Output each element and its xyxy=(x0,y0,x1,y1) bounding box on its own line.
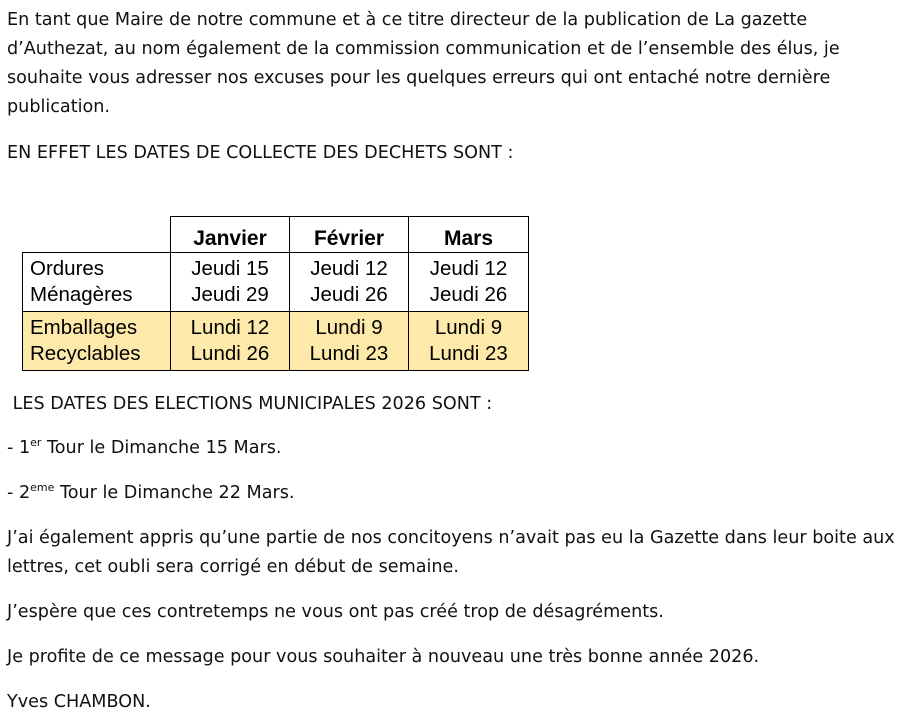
cell-date: Jeudi 26 xyxy=(429,283,508,306)
cell-date: Jeudi 15 xyxy=(191,257,269,280)
table-row xyxy=(23,253,529,312)
waste-collection-table xyxy=(22,216,529,371)
row-label-line: Recyclables xyxy=(30,342,141,365)
elections-heading: LES DATES DES ELECTIONS MUNICIPALES 2026 SONT : xyxy=(7,394,493,414)
table-cell xyxy=(409,253,529,312)
cell-date: Lundi 9 xyxy=(315,316,383,339)
cell-date: Jeudi 29 xyxy=(191,283,269,306)
round-2-sup: eme xyxy=(30,481,55,494)
table-cell xyxy=(409,312,529,371)
round-1-prefix: - 1 xyxy=(7,438,31,458)
round-2-line xyxy=(7,479,902,508)
table-corner-cell xyxy=(23,217,171,253)
table-header-row xyxy=(23,217,529,253)
table-row xyxy=(23,312,529,371)
cell-date: Lundi 9 xyxy=(434,316,503,339)
cell-date: Lundi 26 xyxy=(190,342,270,365)
round-1-text: Tour le Dimanche 15 Mars. xyxy=(41,438,282,458)
intro-paragraph: En tant que Maire de notre commune et à ce titre directeur de la publication de La gazette d’Authezat, au nom également de la commission communication et de l’ensemble des élus, je souhaite vous adresser nos excuses pour les quelques erreurs qui ont entaché notre dernière publication. xyxy=(7,10,840,117)
round-2-prefix: - 2 xyxy=(7,483,31,503)
row-label-line: Ménagères xyxy=(30,283,133,306)
round-1-line xyxy=(7,434,902,463)
cell-date: Lundi 12 xyxy=(190,316,270,339)
header-month: Janvier xyxy=(171,217,290,253)
table-cell xyxy=(171,312,290,371)
table-cell xyxy=(290,312,409,371)
cell-date: Lundi 23 xyxy=(429,342,508,365)
round-2-text: Tour le Dimanche 22 Mars. xyxy=(54,483,295,503)
row-label-line: Ordures xyxy=(30,257,105,280)
header-month: Février xyxy=(290,217,409,253)
header-month: Mars xyxy=(409,217,529,253)
cell-date: Jeudi 26 xyxy=(310,283,388,306)
table-cell xyxy=(171,253,290,312)
hope-line: J’espère que ces contretemps ne vous ont pas créé trop de désagréments. xyxy=(7,602,664,622)
cell-date: Lundi 23 xyxy=(309,342,389,365)
signature: Yves CHAMBON. xyxy=(7,692,151,712)
wishes-line: Je profite de ce message pour vous souhaiter à nouveau une très bonne année 2026. xyxy=(7,647,760,667)
table-cell xyxy=(290,253,409,312)
round-1-sup: er xyxy=(30,436,42,449)
cell-date: Jeudi 12 xyxy=(310,257,388,280)
row-label xyxy=(23,253,171,312)
row-label xyxy=(23,312,171,371)
cell-date: Jeudi 12 xyxy=(429,257,508,280)
row-label-line: Emballages xyxy=(30,316,138,339)
collect-heading: EN EFFET LES DATES DE COLLECTE DES DECHETS SONT : xyxy=(7,143,514,163)
gazette-note: J’ai également appris qu’une partie de nos concitoyens n’avait pas eu la Gazette dans leur boite aux lettres, cet oubli sera corrigé en début de semaine. xyxy=(7,528,895,577)
